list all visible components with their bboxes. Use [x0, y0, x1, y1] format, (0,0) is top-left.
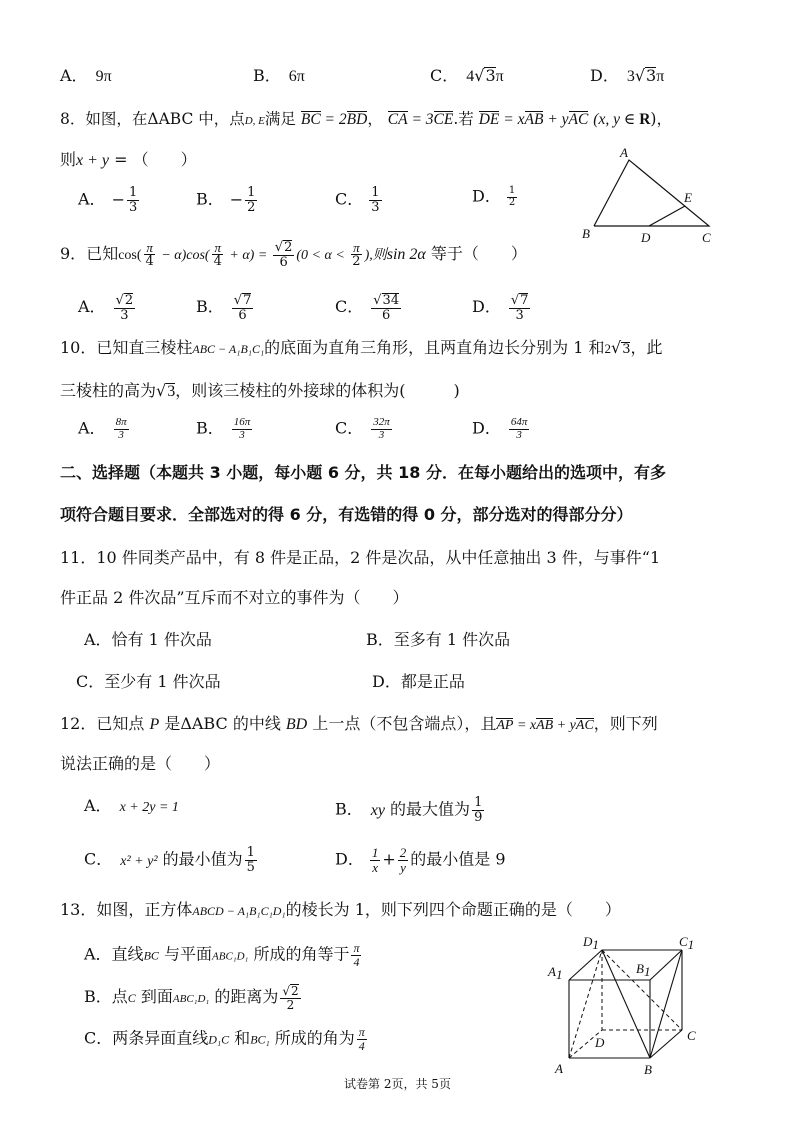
q9-option-a: A． $\frac{√2}{3}$ — [78, 293, 134, 323]
q8-option-b: B． − $\frac{1}{2}$ — [196, 185, 256, 215]
edge-a1d1 — [569, 950, 602, 980]
label-b1: B1 — [636, 961, 651, 979]
q12-option-a: A． x + 2y = 1 — [84, 796, 179, 815]
label-c1: C1 — [679, 934, 695, 952]
section2-heading-line1: 二、选择题（本题共 3 小题，每小题 6 分，共 18 分．在每小题给出的选项中，有多 — [60, 463, 666, 482]
label-a: A — [555, 1061, 563, 1076]
q12-option-b: B． xy 的最大值为 $\frac{1}{9}$ — [335, 795, 483, 825]
q13-option-c: C．两条异面直线D₁C 和BC₁ 所成的角为 $\frac{\pi}{4}$ — [84, 1025, 365, 1053]
q8-line2: 则x + y = （ ） — [60, 150, 197, 169]
q8-option-d: D． $\frac{1}{2}$ — [472, 185, 516, 208]
q9-option-d: D． $\frac{√7}{3}$ — [472, 293, 529, 323]
page-footer: 试卷第 2页，共 5页 — [344, 1077, 451, 1091]
q13-cube-figure — [545, 930, 715, 1080]
q11-option-d: D．都是正品 — [372, 672, 465, 691]
label-b: B — [644, 1062, 652, 1077]
q7-option-d: D． 3√3π — [590, 66, 665, 85]
q10-option-d: D． $\frac{64\pi}{3}$ — [472, 416, 528, 441]
q13-stem: 13．如图，正方体ABCD − A₁B₁C₁D₁的棱长为 1，则下列四个命题正确的是（ ） — [60, 900, 621, 919]
q9-option-c: C． $\frac{√34}{6}$ — [335, 293, 400, 323]
diag-bc1 — [650, 950, 682, 1058]
label-c: C — [702, 230, 711, 245]
q8-option-c: C． $\frac{1}{3}$ — [335, 185, 380, 215]
q10-option-a: A． $\frac{8\pi}{3}$ — [78, 416, 127, 441]
q12-line2: 说法正确的是（ ） — [60, 754, 221, 773]
label-b: B — [582, 226, 590, 241]
q9-option-b: B． $\frac{√7}{6}$ — [196, 293, 252, 323]
q10-stem: 10．已知直三棱柱ABC − A₁B₁C₁的底面为直角三角形，且两直角边长分别为 1 和2√3，此 — [60, 338, 663, 357]
q11-option-a: A．恰有 1 件次品 — [84, 630, 212, 649]
label-d1: D1 — [583, 934, 599, 952]
label-a: A — [620, 145, 628, 160]
q11-option-b: B．至多有 1 件次品 — [366, 630, 511, 649]
segment-de — [649, 206, 685, 226]
label-d: D — [595, 1035, 605, 1050]
q10-option-c: C． $\frac{32\pi}{3}$ — [335, 416, 390, 441]
q13-option-b: B．点C 到面ABC₁D₁ 的距离为 $\frac{√2}{2}$ — [84, 984, 299, 1012]
q9-stem: 9．已知cos( $\frac{\pi}{4}$ − α)cos( $\frac{\pi}{4}$ + α) = $\frac{√2}{6}$ (0 < α < $\frac{\pi}{2}$ ),则sin 2α 等于（ ） — [60, 239, 527, 270]
q7-option-b: B． 6π — [253, 66, 305, 85]
q8-triangle-figure — [578, 140, 718, 250]
q11-stem-line1: 11．10 件同类产品中，有 8 件是正品，2 件是次品，从中任意抽出 3 件，与事件“1 — [60, 548, 661, 567]
q11-stem-line2: 件正品 2 件次品”互斥而不对立的事件为（ ） — [60, 588, 409, 607]
q10-option-b: B． $\frac{16\pi}{3}$ — [196, 416, 251, 441]
label-e: E — [684, 190, 692, 205]
label-d: D — [641, 230, 651, 245]
q11-option-c: C．至少有 1 件次品 — [76, 672, 221, 691]
edge-bc — [650, 1030, 682, 1058]
q7-option-c: C． 4√3π — [430, 66, 504, 85]
q7-option-a: A． 9π — [60, 66, 112, 85]
q12-option-c: C． x² + y² 的最小值为 $\frac{1}{5}$ — [84, 845, 255, 875]
q8-stem: 8．如图，在ΔABC 中，点D, E满足 BC = 2BD， CA = 3CE.若 DE = xAB + yAC (x, y ∈ R)， — [60, 110, 672, 128]
q12-stem: 12．已知点 P 是ΔABC 的中线 BD 上一点（不包含端点），且AP = xAB + yAC，则下列 — [60, 714, 658, 733]
q13-option-a: A．直线BC 与平面ABC₁D₁ 所成的角等于 $\frac{\pi}{4}$ — [84, 941, 360, 969]
q10-line2: 三棱柱的高为√3，则该三棱柱的外接球的体积为( ) — [60, 381, 460, 400]
section2-heading-line2: 项符合题目要求．全部选对的得 6 分，有选错的得 0 分，部分选对的得部分分） — [60, 505, 633, 524]
q8-option-a: A． − $\frac{1}{3}$ — [78, 185, 138, 215]
q12-option-d: D． $\frac{1}{x}$ + $\frac{2}{y}$ 的最小值是 9 — [335, 845, 506, 875]
label-c: C — [687, 1028, 696, 1043]
label-a1: A1 — [548, 964, 563, 982]
